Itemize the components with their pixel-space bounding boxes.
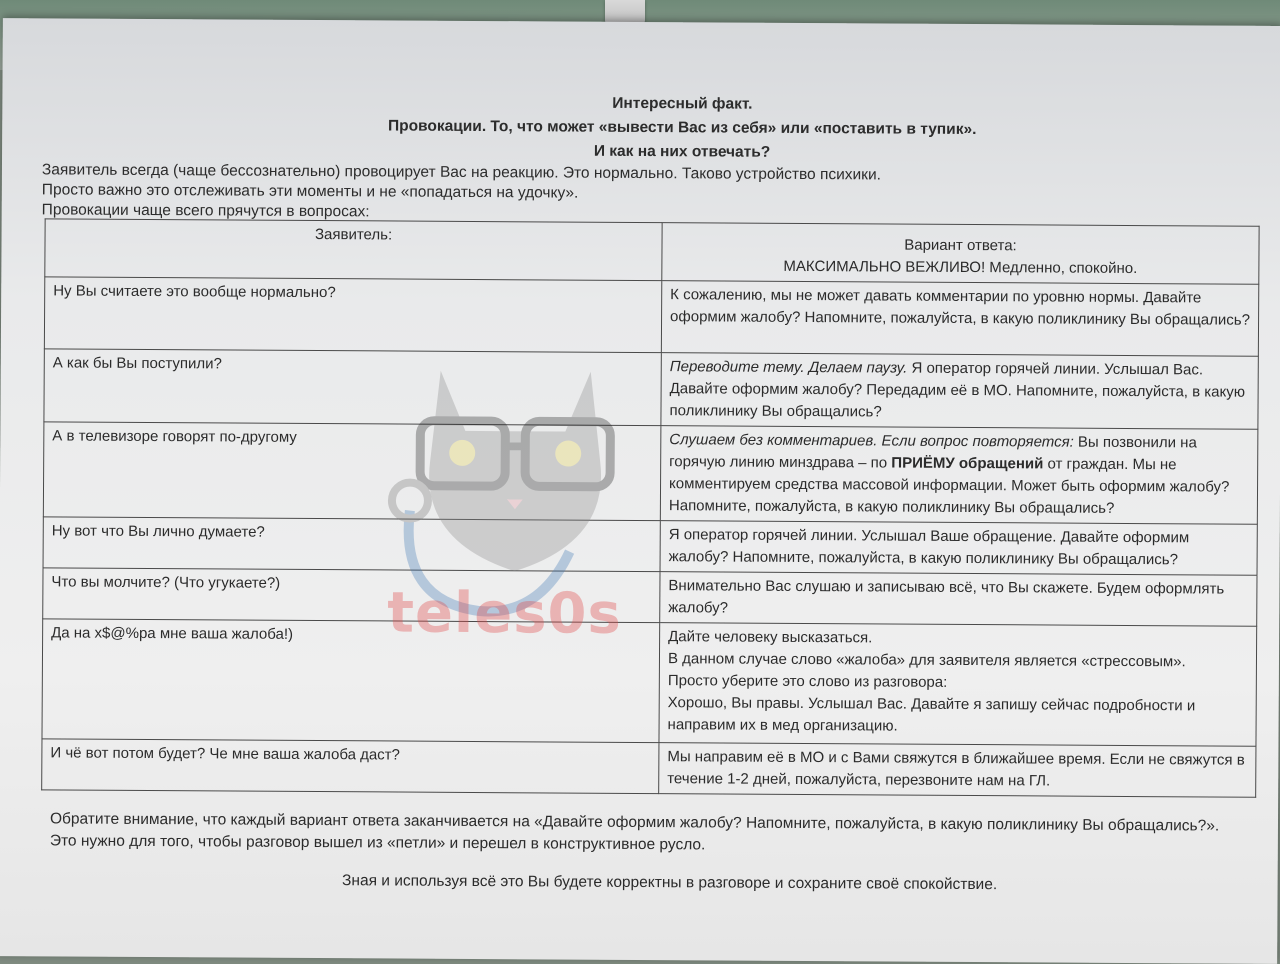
column-header-answer [662, 223, 1259, 285]
table-row [42, 619, 1257, 746]
table-header-row [45, 219, 1259, 284]
question-cell: Ну вот что Вы лично думаете? [43, 517, 660, 572]
answer-cell: К сожалению, мы не может давать комментарии по уровню нормы. Давайте оформим жалобу? Напомните, пожалуйста, в какую поликлинику Вы обращались? [661, 281, 1258, 357]
answer-cell: Мы направим её в МО и с Вами свяжутся в ближайшее время. Если не свяжутся в течение 1-2 дней, пожалуйста, перезвоните нам на ГЛ. [659, 743, 1256, 798]
table-row [44, 277, 1258, 356]
column-header-applicant: Заявитель: [45, 219, 662, 281]
intro-paragraph-1: Заявитель всегда (чаще бессознательно) провоцирует Вас на реакцию. Это нормально. Таково устройство психики. [42, 160, 1262, 187]
answer-line: Дайте человеку высказаться. [668, 626, 1248, 652]
watermark-text: teles0s [387, 580, 622, 646]
document-header [42, 88, 1263, 227]
question-cell: Ну Вы считаете это вообще нормально? [44, 277, 661, 353]
question-cell: Да на х$@%ра мне ваша жалоба!) [42, 619, 660, 743]
answer-line: В данном случае слово «жалоба» для заявителя является «стрессовым». [668, 648, 1248, 674]
answer-cell [661, 353, 1258, 430]
question-cell: И чё вот потом будет? Че мне ваша жалоба даст? [42, 739, 659, 794]
provocations-table [41, 218, 1259, 797]
question-cell: А как бы Вы поступили? [44, 349, 661, 426]
answer-cell: Внимательно Вас слушаю и записываю всё, что Вы скажете. Будем оформлять жалобу? [660, 572, 1257, 627]
document-sheet [0, 18, 1280, 964]
answer-cell [660, 426, 1258, 525]
title-line-1: Интересный факт. [102, 89, 1262, 120]
answer-cell [659, 623, 1257, 747]
answer-line: Просто уберите это слово из разговора: [668, 670, 1248, 696]
table-row [43, 517, 1257, 575]
question-cell: Что вы молчите? (Что угукаете?) [43, 568, 660, 623]
question-cell: А в телевизоре говорят по-другому [43, 422, 661, 521]
answer-text: от граждан. Мы не комментируем средства массовой информации. Может быть оформим жалобу? Напомните, пожалуйста, в какую поликлинику Вы обращались? [669, 455, 1230, 516]
table-row [42, 739, 1256, 797]
answer-text: Я оператор горячей линии. Услышал Вас. Давайте оформим жалобу? Передадим её в МО. Напомните, пожалуйста, в какую поликлинику Вы обращались? [669, 360, 1245, 421]
answer-cell: Я оператор горячей линии. Услышал Ваше обращение. Давайте оформим жалобу? Напомните, пожалуйста, в какую поликлинику Вы обращались? [660, 521, 1257, 576]
table-row [43, 568, 1257, 626]
answer-header-note: МАКСИМАЛЬНО ВЕЖЛИВО! Медленно, спокойно. [670, 255, 1250, 281]
title-line-3: И как на них отвечать? [102, 137, 1262, 168]
answer-header-label: Вариант ответа: [670, 233, 1250, 259]
title-line-2: Провокации. То, что может «вывести Вас из себя» или «поставить в тупик». [102, 113, 1262, 144]
answer-italic: Переводите тему. Делаем паузу. [670, 358, 908, 376]
answer-text: Вы позвонили на горячую линию минздрава – по [669, 434, 1197, 472]
footer-closing: Зная и используя всё это Вы будете корректны в разговоре и сохраните своё спокойствие. [110, 869, 1230, 898]
table-row [43, 422, 1258, 524]
table-row [44, 349, 1258, 429]
answer-bold: ПРИЁМУ обращений [891, 455, 1043, 473]
footer-note: Обратите внимание, что каждый вариант ответа заканчивается на «Давайте оформим жалобу? Напомните, пожалуйста, в какую поликлинику Вы обращались?». Это нужно для того, чтобы разговор вышел из «петли» и перешел в конструктивное русло. [50, 808, 1230, 859]
intro-paragraph-2: Просто важно это отслеживать эти моменты и не «попадаться на удочку». [42, 180, 1262, 207]
document-footer [50, 808, 1230, 897]
answer-italic: Слушаем без комментариев. Если вопрос повторяется: [669, 431, 1074, 450]
intro-paragraph-3: Провокации чаще всего прячутся в вопросах: [42, 200, 1262, 227]
answer-line: Хорошо, Вы правы. Услышал Вас. Давайте я запишу сейчас подробности и направим их в мед организацию. [668, 692, 1248, 740]
